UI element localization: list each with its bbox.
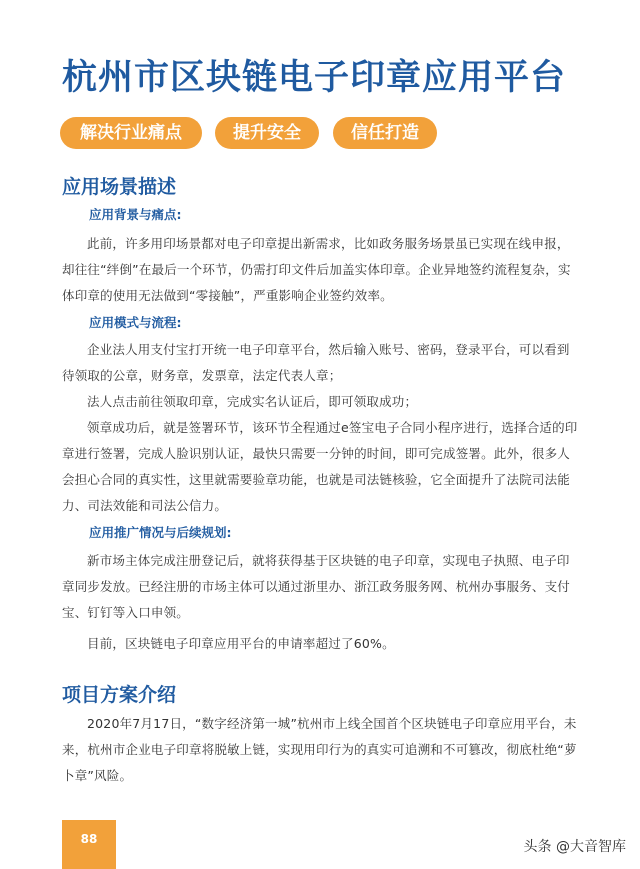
section-heading-project: 项目方案介绍 — [62, 684, 177, 706]
paragraph: 法人点击前往领取印章，完成实名认证后，即可领取成功； — [87, 394, 418, 409]
subheading-mode: 应用模式与流程: — [89, 315, 182, 330]
subheading-promotion: 应用推广情况与后续规划: — [89, 525, 232, 540]
subheading-background: 应用背景与痛点: — [89, 207, 182, 222]
tag-security: 提升安全 — [215, 117, 319, 149]
tag-pain-points: 解决行业痛点 — [60, 117, 202, 149]
paragraph: 领章成功后，就是签署环节，该环节全程通过e签宝电子合同小程序进行，选择合适的印章进行签署，完成人脸识别认证，最快只需要一分钟的时间，即可完成签署。此外，很多人会担心合同的真实性，这里就需要验章功能，也就是司法链核验，它全面提升了法院司法能力、司法效能和司法公信力。 — [62, 420, 578, 513]
page-number: 88 — [62, 820, 116, 869]
paragraph: 此前，许多用印场景都对电子印章提出新需求，比如政务服务场景虽已实现在线申报，却往往“绊倒”在最后一个环节，仍需打印文件后加盖实体印章。企业异地签约流程复杂，实体印章的使用无法做到“零接触”，严重影响企业签约效率。 — [62, 236, 571, 303]
section-heading-scenarios: 应用场景描述 — [62, 176, 177, 198]
paragraph: 企业法人用支付宝打开统一电子印章平台，然后输入账号、密码，登录平台，可以看到待领取的公章，财务章，发票章，法定代表人章； — [62, 342, 570, 383]
tag-trust: 信任打造 — [333, 117, 437, 149]
page-title: 杭州市区块链电子印章应用平台 — [62, 58, 567, 98]
source-watermark: 头条 @大音智库 — [523, 839, 626, 855]
paragraph: 2020年7月17日，“数字经济第一城”杭州市上线全国首个区块链电子印章应用平台，未来，杭州市企业电子印章将脱敏上链，实现用印行为的真实可追溯和不可篡改，彻底杜绝“萝卜章”风险。 — [62, 716, 577, 783]
paragraph: 目前，区块链电子印章应用平台的申请率超过了60%。 — [87, 636, 395, 651]
paragraph: 新市场主体完成注册登记后，就将获得基于区块链的电子印章，实现电子执照、电子印章同步发放。已经注册的市场主体可以通过浙里办、浙江政务服务网、杭州办事服务、支付宝、钉钉等入口申领。 — [62, 553, 571, 620]
